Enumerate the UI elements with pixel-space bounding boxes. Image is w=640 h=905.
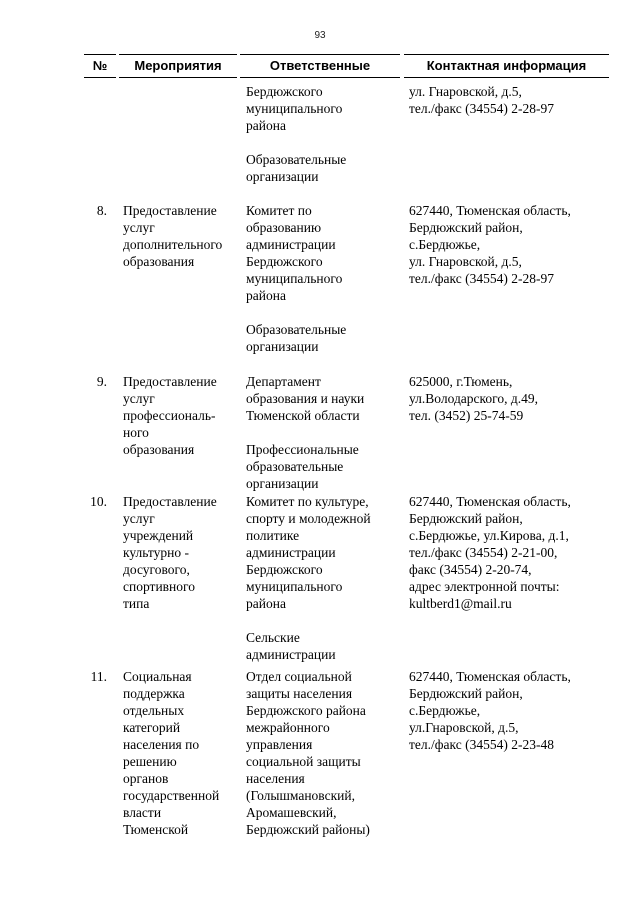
contact-line: тел./факс (34554) 2-21-00, [409,545,558,560]
responsible-line: Отдел социальной [246,669,352,684]
responsible-line: Бердюжского [246,254,323,269]
responsible-line: муниципального [246,271,343,286]
contact-line: Бердюжский район, [409,220,523,235]
responsible-line: Образовательные [246,322,347,337]
event-line: Предоставление [123,494,217,509]
contact-line: 627440, Тюменская область, [409,203,571,218]
responsible-line: политике [246,528,300,543]
event-line: спортивного [123,579,195,594]
responsible-line: спорту и молодежной [246,511,371,526]
event-line: услуг [123,511,155,526]
responsible-line: администрации [246,237,336,252]
row-number: 11. [90,669,107,684]
contact-line: тел./факс (34554) 2-23-48 [409,737,554,752]
responsible-line: управления [246,737,313,752]
header-cell-event [119,54,237,78]
responsible-line: образовательные [246,459,344,474]
responsible-line: защиты населения [246,686,353,701]
contact-line: с.Бердюжье, ул.Кирова, д.1, [409,528,569,543]
contact-line: тел. (3452) 25-74-59 [409,408,524,423]
row-number: 8. [96,203,107,218]
event-line: Социальная [123,669,192,684]
responsible-line: Бердюжского [246,562,323,577]
event-line: услуг [123,391,155,406]
contact-line: ул.Володарского, д.49, [409,391,538,406]
responsible-line: организации [246,476,319,491]
event-line: поддержка [123,686,185,701]
header-cell-contact [404,54,609,78]
event-line: государственной [123,788,220,803]
event-line: образования [123,254,195,269]
contact-line: тел./факс (34554) 2-28-97 [409,101,554,116]
responsible-line: Сельские [246,630,300,645]
contact-line: адрес электронной почты: [409,579,560,594]
contact-line: 627440, Тюменская область, [409,669,571,684]
responsible-line: района [246,596,286,611]
header-cell-num [84,54,116,78]
contact-line: Бердюжский район, [409,686,523,701]
contact-line: ул. Гнаровской, д.5, [409,254,522,269]
event-line: населения по [123,737,200,752]
responsible-line: Бердюжского [246,84,323,99]
responsible-line: межрайонного [246,720,330,735]
header-contact: Контактная информация [426,58,587,73]
event-line: Тюменской [123,822,189,837]
responsible-line: района [246,288,286,303]
responsible-line: администрации [246,545,336,560]
event-line: профессиональ- [123,408,216,423]
contact-line: 627440, Тюменская область, [409,494,571,509]
event-line: власти [123,805,162,820]
row-number: 9. [96,374,107,389]
responsible-line: образованию [246,220,322,235]
contact-line: факс (34554) 2-20-74, [409,562,532,577]
responsible-line: социальной защиты [246,754,361,769]
responsible-line: населения [246,771,305,786]
responsible-line: (Голышмановский, [246,788,355,803]
row-number: 10. [90,494,107,509]
event-line: отдельных [123,703,185,718]
responsible-line: Тюменской области [246,408,360,423]
header-num: № [92,58,108,73]
event-line: категорий [123,720,181,735]
contact-line: Бердюжский район, [409,511,523,526]
responsible-line: Комитет по [246,203,312,218]
responsible-line: организации [246,339,319,354]
event-line: культурно - [123,545,189,560]
event-line: услуг [123,220,155,235]
contact-line: с.Бердюжье, [409,237,481,252]
responsible-line: муниципального [246,101,343,116]
header-cell-responsible [240,54,400,78]
responsible-line: Бердюжского района [246,703,366,718]
responsible-line: образования и науки [246,391,365,406]
event-line: Предоставление [123,374,217,389]
header-event: Мероприятия [134,58,222,73]
responsible-line: района [246,118,286,133]
event-line: учреждений [123,528,194,543]
header-responsible: Ответственные [269,58,371,73]
event-line: решению [123,754,177,769]
contact-line: тел./факс (34554) 2-28-97 [409,271,554,286]
event-line: дополнительного [123,237,223,252]
event-line: типа [123,596,150,611]
event-line: органов [123,771,169,786]
page-number: 93 [314,30,326,41]
contact-line: 625000, г.Тюмень, [409,374,513,389]
event-line: ного [123,425,149,440]
responsible-line: Аромашевский, [246,805,337,820]
responsible-line: Профессиональные [246,442,359,457]
contact-line: ул.Гнаровской, д.5, [409,720,519,735]
responsible-line: Бердюжский районы) [246,822,370,837]
event-line: образования [123,442,195,457]
contact-line: ул. Гнаровской, д.5, [409,84,522,99]
responsible-line: организации [246,169,319,184]
event-line: Предоставление [123,203,217,218]
responsible-line: Департамент [246,374,321,389]
responsible-line: Комитет по культуре, [246,494,369,509]
contact-line: с.Бердюжье, [409,703,481,718]
responsible-line: администрации [246,647,336,662]
responsible-line: Образовательные [246,152,347,167]
contact-line: kultberd1@mail.ru [409,596,512,611]
event-line: досугового, [123,562,190,577]
responsible-line: муниципального [246,579,343,594]
